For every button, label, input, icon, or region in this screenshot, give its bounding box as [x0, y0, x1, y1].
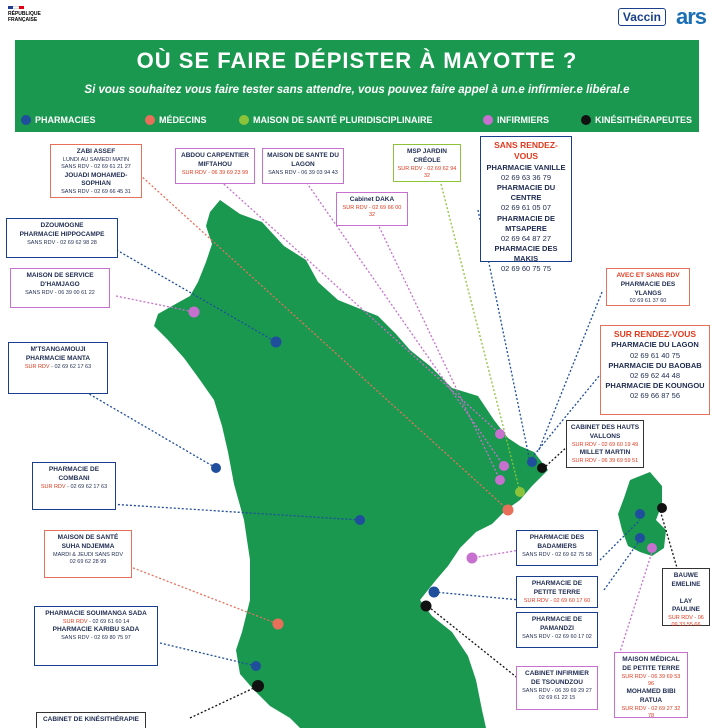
box-cabinet-infirmier-tsoundzou: CABINET INFIRMIER DE TSOUNDZOU SANS RDV - 06 39 69 29 27 02 69 61 22 15	[516, 666, 598, 710]
page-subtitle: Si vous souhaitez vous faire tester sans attendre, vous pouvez faire appel à un.e infirmier.e libéral.e	[84, 84, 630, 96]
box-cabinet-hauts-vallons: CABINET DES HAUTS VALLONS SUR RDV - 02 69 60 19 49 MILLET MARTIN SUR RDV - 06 39 69 59 51	[566, 420, 644, 468]
top-bar	[0, 0, 712, 40]
ars-logo: ars	[675, 4, 706, 29]
box-cabinet-kinesitherapie: CABINET DE KINÉSITHÉRAPIE	[36, 712, 146, 728]
box-pharmacie-pamandzi: PHARMACIE DE PAMANDZI SANS RDV - 02 69 60 17 02	[516, 612, 598, 648]
legend-item-maison-sante: MAISON DE SANTÉ PLURIDISCIPLINAIRE	[239, 115, 433, 125]
box-bauwe-lay: BAUWE EMELINE LAY PAULINE SUR RDV - 06 09 33 55 66	[662, 568, 710, 626]
box-maison-medical-petite-terre: MAISON MÉDICAL DE PETITE TERRE SUR RDV - 06 39 69 53 96 MOHAMED BIBI RATUA SUR RDV - 02 69 27 32 78	[614, 652, 688, 718]
box-abdou-carpentier: ABDOU CARPENTIER MIFTAHOU SUR RDV - 06 39 69 23 99	[175, 148, 255, 184]
map-legend	[21, 115, 701, 129]
legend-item-medecins: MÉDECINS	[145, 115, 207, 125]
page-title: OÙ SE FAIRE DÉPISTER À MAYOTTE ?	[136, 48, 578, 73]
box-maison-sante-lagon: MAISON DE SANTE DU LAGON SANS RDV - 06 39 03 94 43	[262, 148, 344, 184]
box-mtsangamouji-manta: M'TSANGAMOUJI PHARMACIE MANTA SUR RDV - 02 69 62 17 63	[8, 342, 108, 394]
legend-item-infirmiers: INFIRMIERS	[483, 115, 549, 125]
box-pharmacies-sur-rdv: SUR RENDEZ-VOUS PHARMACIE DU LAGON 02 69 61 40 75 PHARMACIE DU BAOBAB 02 69 62 44 48 PHARMACIE DE KOUNGOU 02 69 66 87 56	[600, 325, 710, 415]
box-pharmacie-petite-terre: PHARMACIE DE PETITE TERRE SUR RDV - 02 69 60 17 60	[516, 576, 598, 608]
box-msp-jardin-creole: MSP JARDIN CRÉOLE SUR RDV - 02 69 62 94 32	[393, 144, 461, 182]
box-pharmacies-sada: PHARMACIE SOUIMANGA SADA SUR RDV - 02 69 61 60 14 PHARMACIE KARIBU SADA SANS RDV - 02 69 80 75 97	[34, 606, 158, 666]
box-maison-sante-suha: MAISON DE SANTÉ SUHA NDJEMMA MARDI & JEUDI SANS RDV 02 69 62 28 99	[44, 530, 132, 578]
legend-item-kinesitherapeutes: KINÉSITHÉRAPEUTES	[581, 115, 692, 125]
box-maison-service-hamjago: MAISON DE SERVICE D'HAMJAGO SANS RDV - 06 39 00 61 22	[10, 268, 110, 308]
box-cabinet-daka: Cabinet DAKA SUR RDV - 02 69 66 00 32	[336, 192, 408, 226]
title-banner	[15, 40, 699, 132]
box-dzoumogne-hippocampe: DZOUMOGNE PHARMACIE HIPPOCAMPE SANS RDV - 02 69 62 98 28	[6, 218, 118, 258]
vaccin-logo: Vaccin	[618, 8, 666, 26]
republique-francaise-logo: RÉPUBLIQUE FRANÇAISE	[8, 6, 41, 23]
box-zabi-assef: ZABI ASSEF LUNDI AU SAMEDI MATIN SANS RDV - 02 69 61 21 27 JOUADI MOHAMED-SOPHIAN SANS RDV - 02 69 66 45 31	[50, 144, 142, 198]
legend-item-pharmacies: PHARMACIES	[21, 115, 96, 125]
box-pharmacie-badamiers: PHARMACIE DES BADAMIERS SANS RDV - 02 69 62 75 58	[516, 530, 598, 566]
box-pharmacie-combani: PHARMACIE DE COMBANI SUR RDV - 02 69 62 17 63	[32, 462, 116, 510]
box-pharmacie-ylangs: AVEC ET SANS RDV PHARMACIE DES YLANGS 02 69 61 37 60	[606, 268, 690, 306]
box-pharmacies-sans-rdv: SANS RENDEZ-VOUS PHARMACIE VANILLE 02 69 63 36 79 PHARMACIE DU CENTRE 02 69 61 05 07 PHARMACIE DE MTSAPERE 02 69 64 87 27 PHARMACIE DES MAKIS 02 69 60 75 75	[480, 136, 572, 262]
